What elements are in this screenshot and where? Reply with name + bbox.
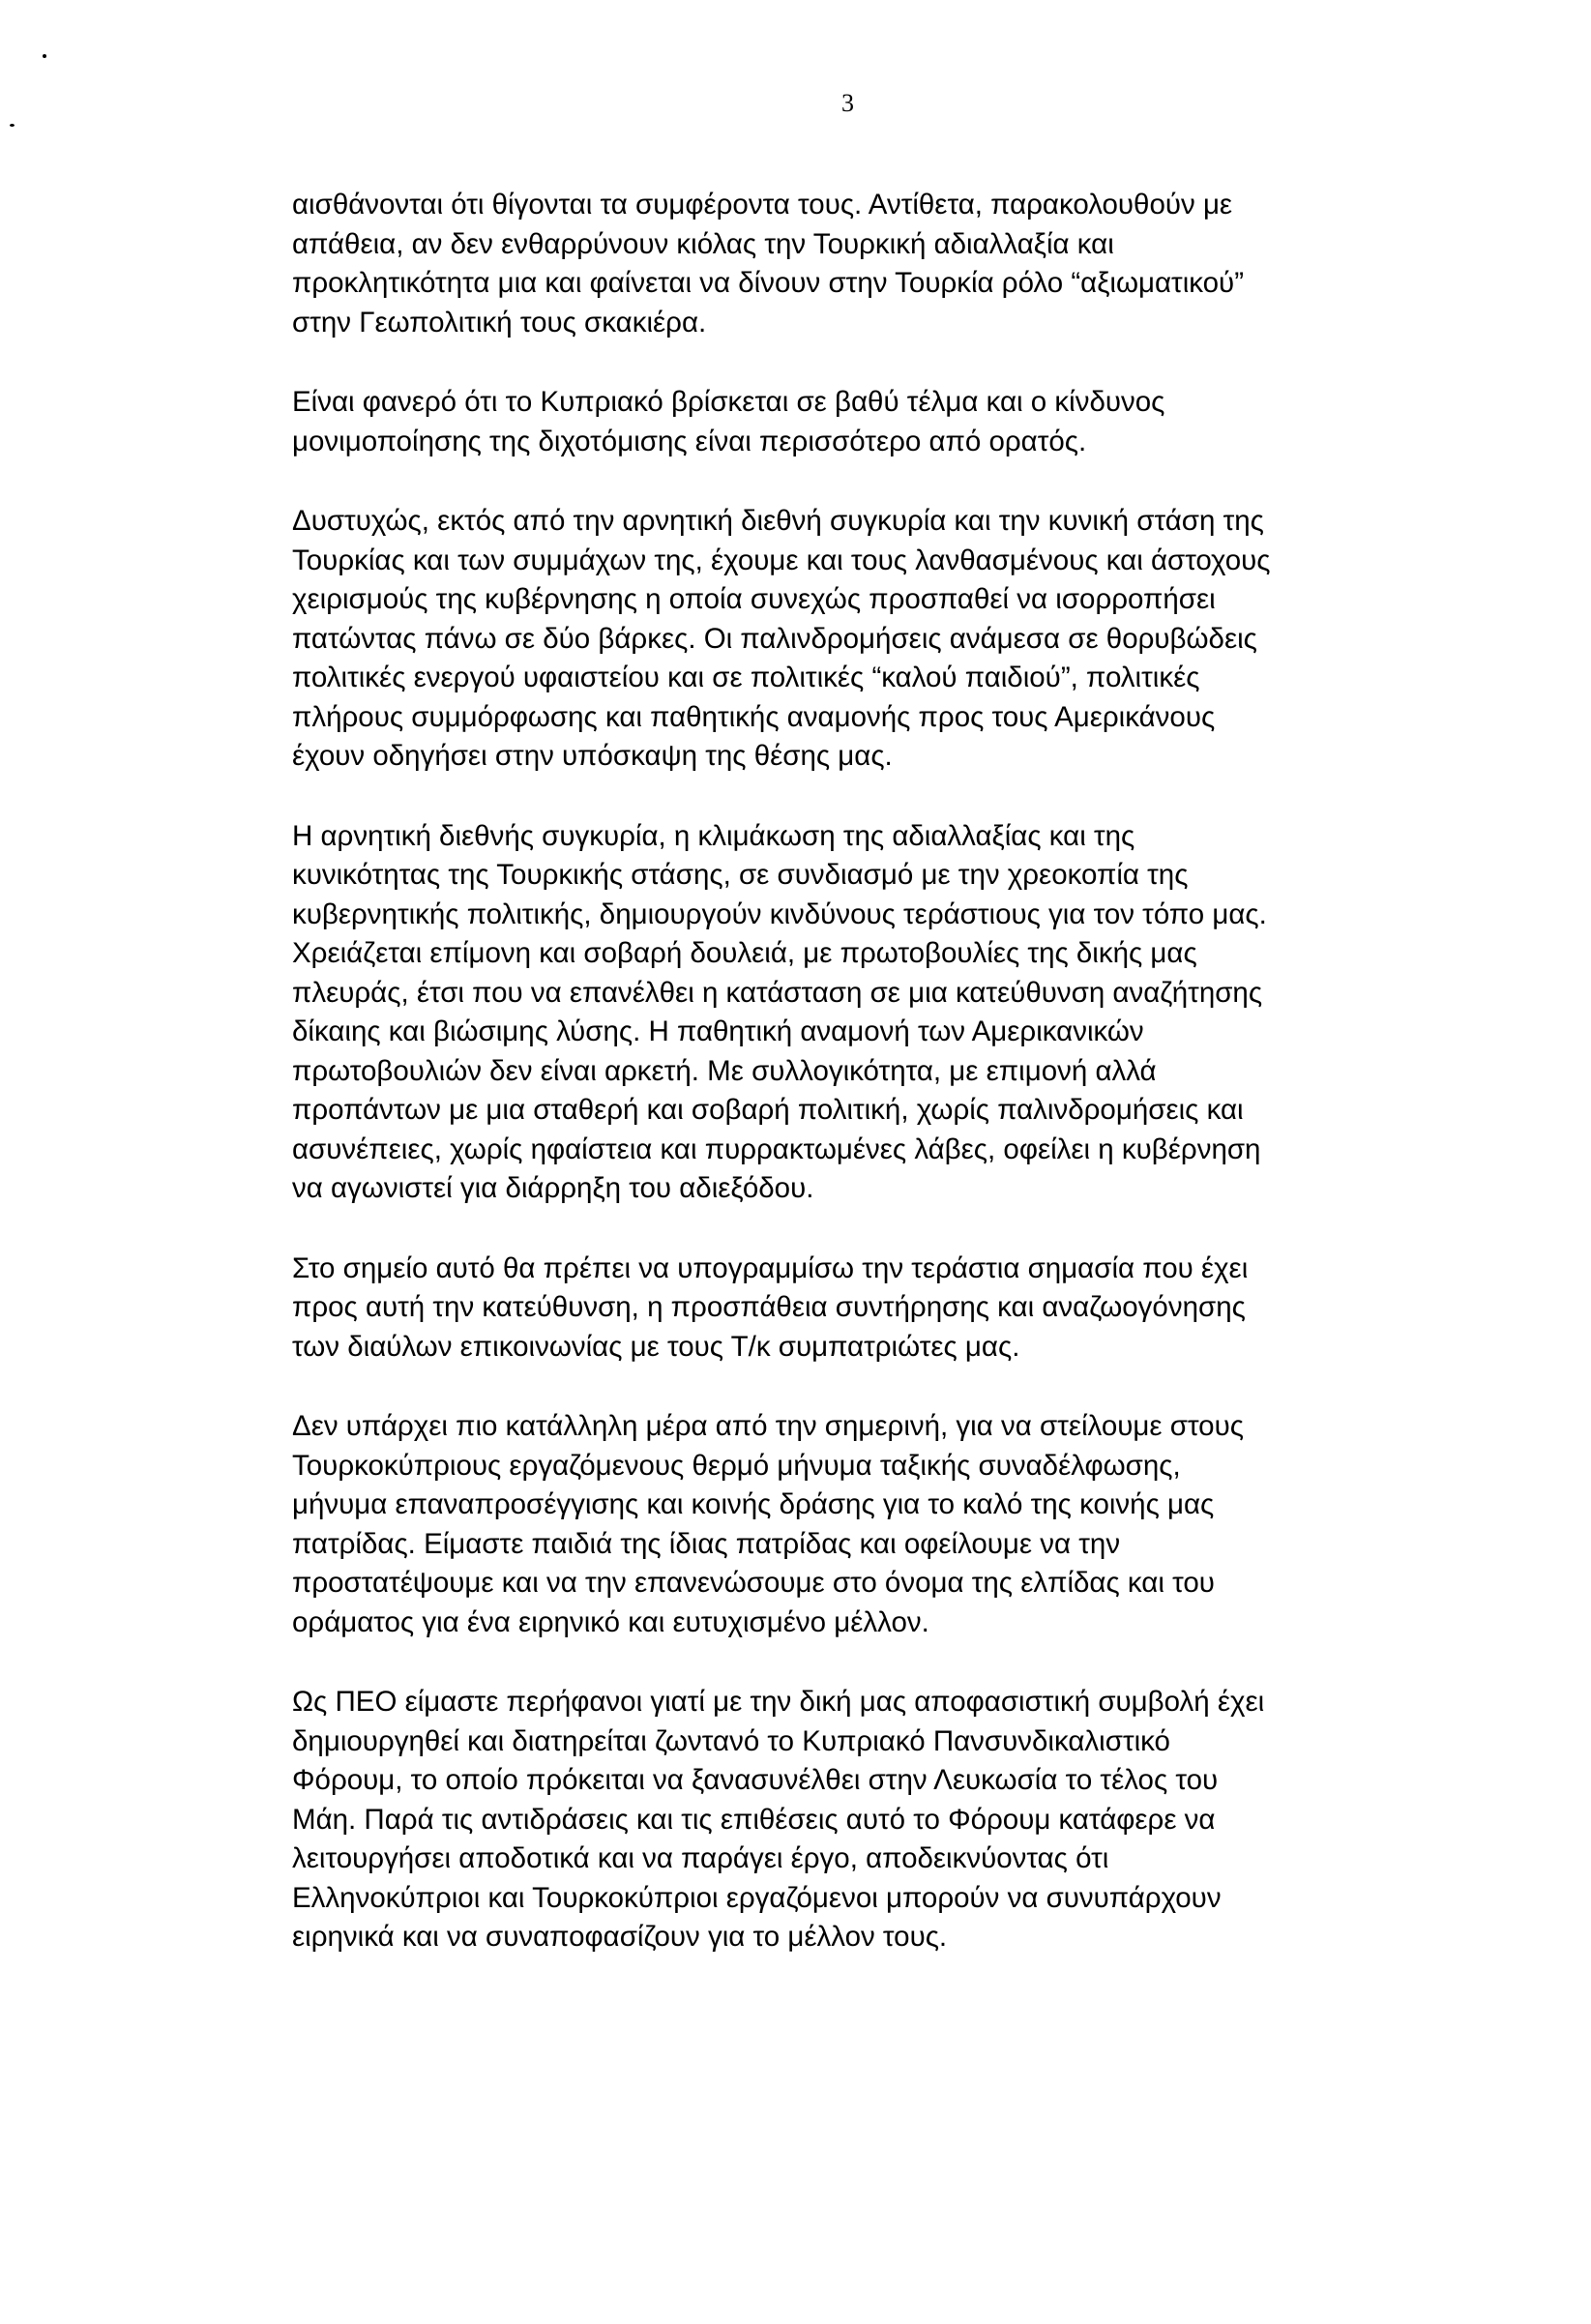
- text-line: Η αρνητική διεθνής συγκυρία, η κλιμάκωση της αδιαλλαξίας και της: [292, 819, 1135, 852]
- paragraph: [292, 1250, 1414, 1368]
- text-line: ειρηνικά και να συναποφασίζουν για το μέλλον τους.: [292, 1921, 948, 1953]
- text-line: Μάη. Παρά τις αντιδράσεις και τις επιθέσεις αυτό το Φόρουμ κατάφερε να: [292, 1803, 1216, 1836]
- document-body: [292, 186, 1414, 1998]
- text-line: προστατέψουμε και να την επανενώσουμε στο όνομα της ελπίδας και του: [292, 1567, 1215, 1599]
- text-line: προπάντων με μια σταθερή και σοβαρή πολιτική, χωρίς παλινδρομήσεις και: [292, 1094, 1244, 1126]
- text-line: πολιτικές ενεργού υφαιστείου και σε πολιτικές “καλού παιδιού”, πολιτικές: [292, 662, 1200, 693]
- page-number: 3: [841, 89, 854, 117]
- text-line: δίκαιης και βιώσιμης λύσης. Η παθητική αναμονή των Αμερικανικών: [292, 1015, 1144, 1047]
- paragraph: [292, 186, 1414, 342]
- text-line: κυβερνητικής πολιτικής, δημιουργούν κινδύνους τεράστιους για τον τόπο μας.: [292, 897, 1267, 930]
- text-line: Χρειάζεται επίμονη και σοβαρή δουλειά, με πρωτοβουλίες της δικής μας: [292, 937, 1197, 969]
- text-line: προς αυτή την κατεύθυνση, η προσπάθεια συντήρησης και αναζωογόνησης: [292, 1291, 1246, 1323]
- scan-speck: [43, 54, 46, 58]
- text-line: έχουν οδηγήσει στην υπόσκαψη της θέσης μας.: [292, 740, 893, 772]
- paragraph: [292, 383, 1414, 461]
- text-line: κυνικότητας της Τουρκικής στάσης, σε συνδιασμό με την χρεοκοπία της: [292, 859, 1189, 891]
- text-line: ασυνέπειες, χωρίς ηφαίστεια και πυρρακτωμένες λάβες, οφείλει η κυβέρνηση: [292, 1133, 1261, 1165]
- text-line: χειρισμούς της κυβέρνησης η οποία συνεχώς προσπαθεί να ισορροπήσει: [292, 583, 1216, 615]
- text-line: πλήρους συμμόρφωσης και παθητικής αναμονής προς τους Αμερικάνους: [292, 700, 1216, 733]
- text-line: Ελληνοκύπριοι και Τουρκοκύπριοι εργαζόμενοι μπορούν να συνυπάρχουν: [292, 1881, 1222, 1914]
- text-line: οράματος για ένα ειρηνικό και ευτυχισμένο μέλλον.: [292, 1605, 929, 1638]
- text-line: δημιουργηθεί και διατηρείται ζωντανό το Κυπριακό Πανσυνδικαλιστικό: [292, 1724, 1170, 1757]
- paragraph: [292, 1683, 1414, 1957]
- text-line: απάθεια, αν δεν ενθαρρύνουν κιόλας την Τουρκική αδιαλλαξία και: [292, 227, 1114, 260]
- text-line: πατρίδας. Είμαστε παιδιά της ίδιας πατρίδας και οφείλουμε να την: [292, 1527, 1121, 1560]
- text-line: Δεν υπάρχει πιο κατάλληλη μέρα από την σημερινή, για να στείλουμε στους: [292, 1410, 1244, 1442]
- paragraph: [292, 502, 1414, 777]
- text-line: μονιμοποίησης της διχοτόμισης είναι περισσότερο από ορατός.: [292, 425, 1087, 457]
- text-line: Δυστυχώς, εκτός από την αρνητική διεθνή συγκυρία και την κυνική στάση της: [292, 505, 1264, 537]
- text-line: Τουρκίας και των συμμάχων της, έχουμε και τους λανθασμένους και άστοχους: [292, 544, 1271, 576]
- text-line: στην Γεωπολιτική τους σκακιέρα.: [292, 306, 707, 338]
- text-line: προκλητικότητα μια και φαίνεται να δίνουν στην Τουρκία ρόλο “αξιωματικού”: [292, 267, 1245, 299]
- text-line: μήνυμα επαναπροσέγγισης και κοινής δράσης για το καλό της κοινής μας: [292, 1488, 1215, 1520]
- text-line: πλευράς, έτσι που να επανέλθει η κατάσταση σε μια κατεύθυνση αναζήτησης: [292, 976, 1263, 1009]
- text-line: Φόρουμ, το οποίο πρόκειται να ξανασυνέλθει στην Λευκωσία το τέλος του: [292, 1764, 1219, 1796]
- paragraph: [292, 1407, 1414, 1642]
- text-line: πρωτοβουλιών δεν είναι αρκετή. Με συλλογικότητα, με επιμονή αλλά: [292, 1054, 1157, 1087]
- paragraph: [292, 817, 1414, 1209]
- text-line: λειτουργήσει αποδοτικά και να παράγει έργο, αποδεικνύοντας ότι: [292, 1842, 1109, 1874]
- text-line: των διαύλων επικοινωνίας με τους Τ/κ συμπατριώτες μας.: [292, 1330, 1020, 1363]
- text-line: Τουρκοκύπριους εργαζόμενους θερμό μήνυμα ταξικής συναδέλφωσης,: [292, 1449, 1181, 1482]
- text-line: Ως ΠΕΟ είμαστε περήφανοι γιατί με την δική μας αποφασιστική συμβολή έχει: [292, 1686, 1265, 1718]
- text-line: να αγωνιστεί για διάρρηξη του αδιεξόδου.: [292, 1172, 814, 1204]
- text-line: Στο σημείο αυτό θα πρέπει να υπογραμμίσω την τεράστια σημασία που έχει: [292, 1251, 1249, 1284]
- text-line: πατώντας πάνω σε δύο βάρκες. Οι παλινδρομήσεις ανάμεσα σε θορυβώδεις: [292, 622, 1257, 655]
- scan-speck: [10, 124, 15, 127]
- text-line: Είναι φανερό ότι το Κυπριακό βρίσκεται σε βαθύ τέλμα και ο κίνδυνος: [292, 386, 1165, 418]
- text-line: αισθάνονται ότι θίγονται τα συμφέροντα τους. Αντίθετα, παρακολουθούν με: [292, 189, 1233, 221]
